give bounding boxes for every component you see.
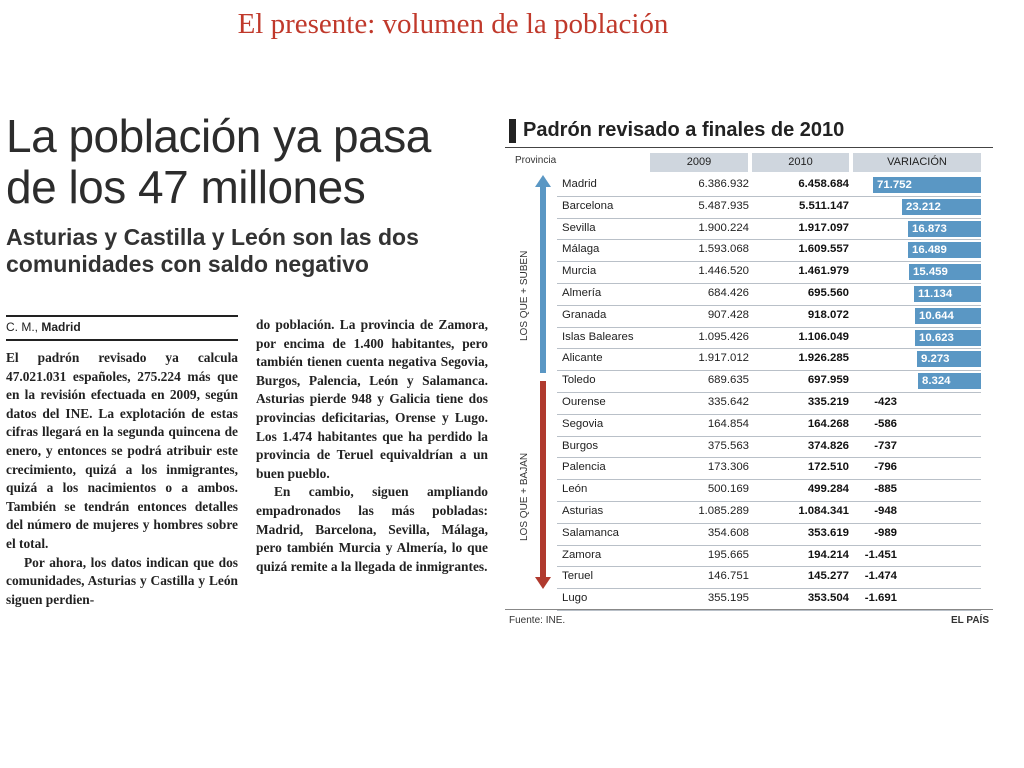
table-row xyxy=(557,262,981,284)
group-down-label: LOS QUE + BAJAN xyxy=(519,452,530,541)
row-value-2009: 355.195 xyxy=(707,592,749,605)
row-value-2010: 697.959 xyxy=(807,374,849,387)
row-province: Asturias xyxy=(562,504,604,517)
table-row xyxy=(557,284,981,306)
table-row xyxy=(557,175,981,197)
row-value-2010: 335.219 xyxy=(807,395,849,408)
row-province: Almería xyxy=(562,286,602,299)
row-value-2010: 194.214 xyxy=(807,548,849,561)
variation-value: -1.474 xyxy=(864,570,897,583)
row-value-2010: 695.560 xyxy=(807,286,849,299)
row-value-2009: 1.593.068 xyxy=(698,243,749,256)
variation-bar: 11.134 xyxy=(914,286,981,302)
row-value-2009: 1.446.520 xyxy=(698,265,749,278)
row-value-2010: 353.504 xyxy=(807,592,849,605)
row-value-2009: 375.563 xyxy=(707,439,749,452)
row-value-2010: 1.609.557 xyxy=(798,243,849,256)
table-row xyxy=(557,567,981,589)
row-value-2010: 1.926.285 xyxy=(798,352,849,365)
variation-value: -1.691 xyxy=(864,592,897,605)
headline-line-2: de los 47 millones xyxy=(6,161,366,213)
table-row xyxy=(557,480,981,502)
row-province: Teruel xyxy=(562,570,594,583)
table-row xyxy=(557,437,981,459)
variation-bar: 9.273 xyxy=(917,351,981,367)
row-province: Salamanca xyxy=(562,526,619,539)
variation-bar: 71.752 xyxy=(873,177,981,193)
row-value-2009: 5.487.935 xyxy=(698,199,749,212)
header-2009: 2009 xyxy=(650,153,748,172)
down-arrow-icon xyxy=(535,381,551,589)
table-row xyxy=(557,546,981,568)
row-province: Burgos xyxy=(562,439,599,452)
chart-title: Padrón revisado a finales de 2010 xyxy=(523,119,845,141)
row-value-2010: 374.826 xyxy=(807,439,849,452)
row-province: Segovia xyxy=(562,417,604,430)
article-column-1 xyxy=(6,349,238,609)
row-value-2009: 1.085.289 xyxy=(698,504,749,517)
headline-line-1: La población ya pasa xyxy=(6,110,431,162)
row-value-2010: 6.458.684 xyxy=(798,178,849,190)
row-value-2009: 335.642 xyxy=(707,395,749,408)
variation-value: -796 xyxy=(874,461,897,474)
table-row xyxy=(557,502,981,524)
variation-bar: 23.212 xyxy=(902,199,981,215)
row-province: Sevilla xyxy=(562,221,596,234)
col2-paragraph-2: En cambio, siguen ampliando empadronados las más pobladas: Madrid, Barcelona, Sevilla, Málaga, pero también Murcia y Almería, lo que quizá remite a la llegada de inmigrantes. xyxy=(256,484,488,574)
variation-bar: 8.324 xyxy=(918,373,981,389)
table-row xyxy=(557,415,981,437)
chart-source: Fuente: INE. xyxy=(509,615,566,626)
variation-value: -423 xyxy=(874,395,897,408)
row-value-2010: 918.072 xyxy=(807,308,849,321)
header-province: Provincia xyxy=(515,155,557,166)
variation-value: -1.451 xyxy=(864,548,897,561)
row-value-2009: 907.428 xyxy=(707,308,749,321)
table-row xyxy=(557,458,981,480)
slide-title: El presente: volumen de la población xyxy=(237,8,669,40)
variation-bar: 15.459 xyxy=(909,264,981,280)
article-column-2 xyxy=(256,316,488,576)
row-value-2009: 173.306 xyxy=(707,461,749,474)
row-province: Alicante xyxy=(562,352,603,365)
row-value-2009: 146.751 xyxy=(707,570,749,583)
header-2010: 2010 xyxy=(752,153,849,172)
subhead-line-1: Asturias y Castilla y León son las dos xyxy=(6,224,419,250)
row-province: Barcelona xyxy=(562,199,614,212)
table-row xyxy=(557,349,981,371)
row-province: Málaga xyxy=(562,243,600,256)
row-value-2010: 353.619 xyxy=(807,526,849,539)
variation-bar: 10.623 xyxy=(915,330,981,346)
chart-title-bar xyxy=(505,113,993,148)
table-row xyxy=(557,393,981,415)
table-row xyxy=(557,306,981,328)
row-value-2009: 354.608 xyxy=(707,526,749,539)
row-province: Palencia xyxy=(562,461,606,474)
col1-paragraph-2: Por ahora, los datos indican que dos comunidades, Asturias y Castilla y León siguen perdien- xyxy=(6,554,238,607)
row-province: Ourense xyxy=(562,395,606,408)
table-row xyxy=(557,197,981,219)
footer-divider xyxy=(505,609,993,610)
row-value-2009: 684.426 xyxy=(707,286,749,299)
row-value-2010: 499.284 xyxy=(807,483,849,496)
up-arrow-icon xyxy=(535,175,551,373)
table-row xyxy=(557,589,981,611)
table-row xyxy=(557,219,981,241)
byline-place: Madrid xyxy=(41,320,81,334)
row-value-2010: 5.511.147 xyxy=(798,199,849,212)
variation-value: -737 xyxy=(874,439,897,452)
group-up-label: LOS QUE + SUBEN xyxy=(519,250,530,341)
row-province: Zamora xyxy=(562,548,602,561)
col2-paragraph-1: do población. La provincia de Zamora, por encima de 1.400 habitantes, pero también tienen cuenta negativa Segovia, Burgos, Palencia, León y Salamanca. Asturias pierde 948 y Galicia tiene dos provincias deficitarias, Orense y Lugo. Los 1.474 habitantes que ha perdido la provincia de Teruel equivaldrían a un buen pueblo. xyxy=(256,317,488,481)
row-province: Islas Baleares xyxy=(562,330,634,343)
variation-value: -586 xyxy=(874,417,897,430)
subhead-line-2: comunidades con saldo negativo xyxy=(6,251,369,277)
variation-value: -948 xyxy=(874,504,897,517)
row-value-2010: 1.106.049 xyxy=(798,330,849,343)
row-value-2009: 1.917.012 xyxy=(698,352,749,365)
variation-bar: 16.873 xyxy=(908,221,981,237)
table-row xyxy=(557,328,981,350)
variation-value: -989 xyxy=(874,526,897,539)
row-value-2010: 1.461.979 xyxy=(798,265,849,278)
article-subhead xyxy=(6,224,486,278)
table-row xyxy=(557,524,981,546)
row-value-2009: 195.665 xyxy=(707,548,749,561)
byline-author: C. M., xyxy=(6,320,38,334)
table-row xyxy=(557,240,981,262)
row-province: Granada xyxy=(562,308,607,321)
article-headline xyxy=(6,111,476,213)
row-value-2010: 145.277 xyxy=(807,570,849,583)
row-value-2009: 6.386.932 xyxy=(698,178,749,190)
row-value-2009: 1.900.224 xyxy=(698,221,749,234)
row-value-2009: 164.854 xyxy=(707,417,749,430)
variation-value: -885 xyxy=(874,483,897,496)
col1-paragraph-1: El padrón revisado ya calcula 47.021.031 españoles, 275.224 más que en la revisión efectuada en 2009, según datos del INE. La explotación de estas cifras llegará en la segunda quincena de enero, y entonces se podrá atribuir este crecimiento, quizá a los inmigrantes, quizá a los nacimientos o a ambos. También se tendrán entonces detalles del número de mujeres y hombres sobre el total. xyxy=(6,350,238,551)
row-value-2009: 1.095.426 xyxy=(698,330,749,343)
byline xyxy=(6,315,238,341)
row-value-2010: 172.510 xyxy=(807,461,849,474)
chart-brand: EL PAÍS xyxy=(951,615,989,626)
census-infographic xyxy=(505,113,993,633)
variation-bar: 16.489 xyxy=(908,242,981,258)
row-value-2010: 164.268 xyxy=(807,417,849,430)
variation-bar: 10.644 xyxy=(915,308,981,324)
row-value-2010: 1.917.097 xyxy=(798,221,849,234)
data-table xyxy=(557,175,981,611)
header-variation: VARIACIÓN xyxy=(853,153,981,172)
row-value-2009: 500.169 xyxy=(707,483,749,496)
row-value-2010: 1.084.341 xyxy=(798,504,849,517)
table-row xyxy=(557,371,981,393)
row-province: Toledo xyxy=(562,374,596,387)
row-province: Lugo xyxy=(562,592,588,605)
row-province: Murcia xyxy=(562,265,597,278)
row-value-2009: 689.635 xyxy=(707,374,749,387)
title-accent-bar xyxy=(509,119,516,143)
row-province: Madrid xyxy=(562,178,597,190)
row-province: León xyxy=(562,483,588,496)
